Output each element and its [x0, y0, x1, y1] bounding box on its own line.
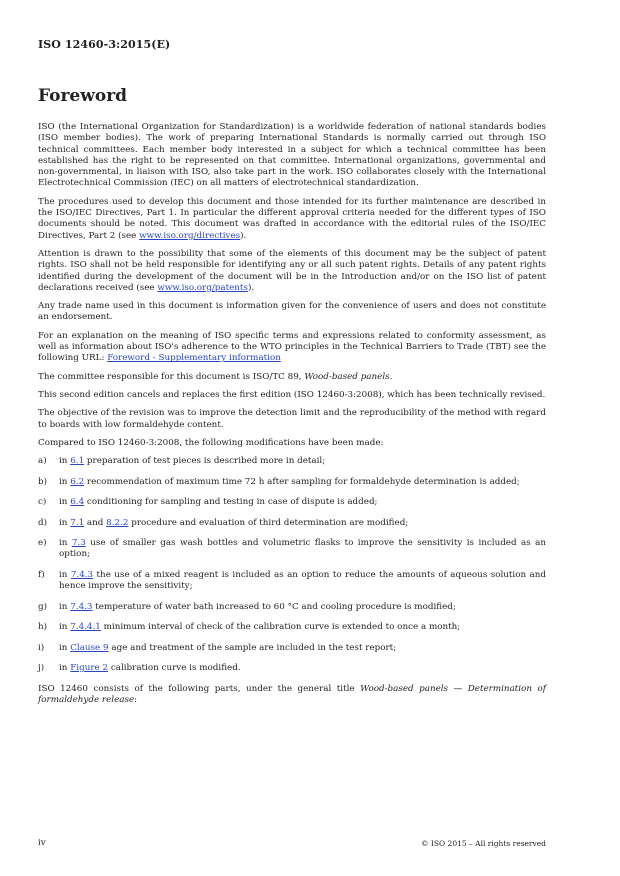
clause-link[interactable]: 7.3: [71, 538, 86, 549]
list-prefix: in: [59, 456, 71, 467]
paragraph-text: The procedures used to develop this document and those intended for its further maintenance are described in the ISO/IEC Directives, Part 1. In particular the different approval criteria needed for the different types of ISO documents should be noted. This document was drafted in accordance with the editorial rules of the ISO/IEC Directives, Part 2 (see: [38, 196, 546, 241]
clause-link-2[interactable]: 8.2.2: [106, 517, 129, 528]
list-letter: j): [38, 663, 45, 674]
list-item-h: [38, 622, 546, 633]
paragraph-edition: This second edition cancels and replaces the first edition (ISO 12460-3:2008), which has been technically revised.: [38, 389, 546, 400]
list-prefix: in: [59, 569, 71, 580]
list-prefix: in: [59, 601, 71, 612]
clause-link[interactable]: Clause 9: [70, 642, 109, 653]
list-letter: f): [38, 569, 45, 580]
paragraph-text: ISO 12460 consists of the following parts, under the general title: [38, 683, 361, 694]
list-mid: and: [84, 517, 107, 528]
paragraph-text-end: ).: [247, 282, 255, 293]
paragraph-conformity: [38, 331, 546, 365]
list-prefix: in: [59, 497, 71, 508]
general-title: Wood-based panels — Determination of formaldehyde release: [38, 683, 546, 705]
paragraph-procedures: [38, 197, 546, 242]
directives-link[interactable]: www.iso.org/directives: [139, 230, 241, 241]
page-title: Foreword: [38, 86, 128, 106]
clause-link[interactable]: 7.1: [70, 517, 85, 528]
paragraph-iso-intro: ISO (the International Organization for Standardization) is a worldwide federation of national standards bodies (ISO member bodies). The work of preparing International Standards is normally carried out through ISO technical committees. Each member body interested in a subject for which a technical committee has been established has the right to be represented on that committee. International organizations, governmental and non-governmental, in liaison with ISO, also take part in the work. ISO collaborates closely with the International Electrotechnical Commission (IEC) on all matters of electrotechnical standardization.: [38, 122, 546, 189]
paragraph-parts: [38, 684, 546, 707]
document-id: ISO 12460-3:2015(E): [38, 38, 171, 51]
list-text: recommendation of maximum time 72 h after sampling for formaldehyde determination is added;: [84, 476, 520, 487]
list-text: conditioning for sampling and testing in case of dispute is added;: [84, 497, 378, 508]
clause-link[interactable]: 7.4.3: [70, 601, 93, 612]
list-item-b: [38, 477, 546, 488]
clause-link[interactable]: 6.2: [70, 476, 85, 487]
list-item-c: [38, 497, 546, 508]
list-text: procedure and evaluation of third determination are modified;: [128, 517, 409, 528]
list-text: age and treatment of the sample are included in the test report;: [108, 642, 397, 653]
list-item-i: [38, 643, 546, 654]
paragraph-objective: The objective of the revision was to improve the detection limit and the reproducibility of the method with regard to boards with low formaldehyde content.: [38, 408, 546, 430]
list-prefix: in: [59, 476, 71, 487]
list-prefix: in: [59, 642, 71, 653]
list-letter: e): [38, 538, 47, 549]
page-number: iv: [38, 838, 46, 848]
copyright-notice: © ISO 2015 – All rights reserved: [421, 839, 546, 848]
list-text: preparation of test pieces is described more in detail;: [84, 456, 326, 467]
list-text: the use of a mixed reagent is included as an option to reduce the amounts of aqueous solution and hence improve the sensitivity;: [59, 569, 546, 592]
list-text: minimum interval of check of the calibration curve is extended to once a month;: [100, 622, 461, 633]
list-prefix: in: [59, 622, 71, 633]
list-prefix: in: [59, 517, 71, 528]
list-item-f: [38, 570, 546, 593]
list-item-d: [38, 518, 546, 529]
list-text: temperature of water bath increased to 60 °C and cooling procedure is modified;: [92, 601, 456, 612]
figure-link[interactable]: Figure 2: [70, 663, 109, 674]
paragraph-text: Attention is drawn to the possibility that some of the elements of this document may be the subject of patent rights. ISO shall not be held responsible for identifying any or all such patent rights. Details of any patent rights identified during the development of the document will be in the Introduction and/or on the ISO list of patent declarations received (see: [38, 248, 546, 293]
list-letter: i): [38, 642, 45, 653]
list-letter: b): [38, 476, 48, 487]
foreword-body: [38, 122, 546, 713]
supplementary-info-link[interactable]: Foreword - Supplementary information: [107, 353, 281, 364]
paragraph-text-end: ).: [240, 230, 247, 241]
paragraph-trade-name: Any trade name used in this document is information given for the convenience of users and does not constitute an endorsement.: [38, 301, 546, 323]
paragraph-committee: [38, 372, 546, 383]
patents-link[interactable]: www.iso.org/patents: [157, 282, 248, 293]
paragraph-patents: [38, 249, 546, 294]
paragraph-text-end: :: [134, 694, 138, 705]
list-item-g: [38, 602, 546, 613]
list-item-j: [38, 663, 546, 674]
clause-link[interactable]: 7.4.3: [70, 569, 94, 580]
clause-link[interactable]: 6.1: [70, 456, 85, 467]
committee-name: Wood-based panels: [304, 371, 390, 382]
paragraph-text: For an explanation on the meaning of ISO specific terms and expressions related to conformity assessment, as well as information about ISO's adherence to the WTO principles in the Technical Barriers to Trade (TBT) see the following URL:: [38, 330, 546, 364]
list-letter: g): [38, 601, 48, 612]
list-text: calibration curve is modified.: [108, 663, 241, 674]
list-item-e: [38, 538, 546, 561]
list-text: use of smaller gas wash bottles and volumetric flasks to improve the sensitivity is included as an option;: [59, 538, 546, 560]
list-letter: h): [38, 622, 48, 633]
list-prefix: in: [59, 663, 71, 674]
modifications-list: [38, 456, 546, 674]
paragraph-text: The committee responsible for this document is ISO/TC 89,: [38, 371, 305, 382]
clause-link[interactable]: 7.4.4.1: [70, 622, 101, 633]
list-letter: d): [38, 517, 48, 528]
list-letter: c): [38, 497, 47, 508]
clause-link[interactable]: 6.4: [70, 497, 85, 508]
list-prefix: in: [59, 538, 72, 549]
paragraph-text-end: .: [389, 371, 393, 382]
list-item-a: [38, 456, 546, 467]
list-letter: a): [38, 456, 47, 467]
paragraph-compared: Compared to ISO 12460-3:2008, the following modifications have been made:: [38, 437, 384, 448]
